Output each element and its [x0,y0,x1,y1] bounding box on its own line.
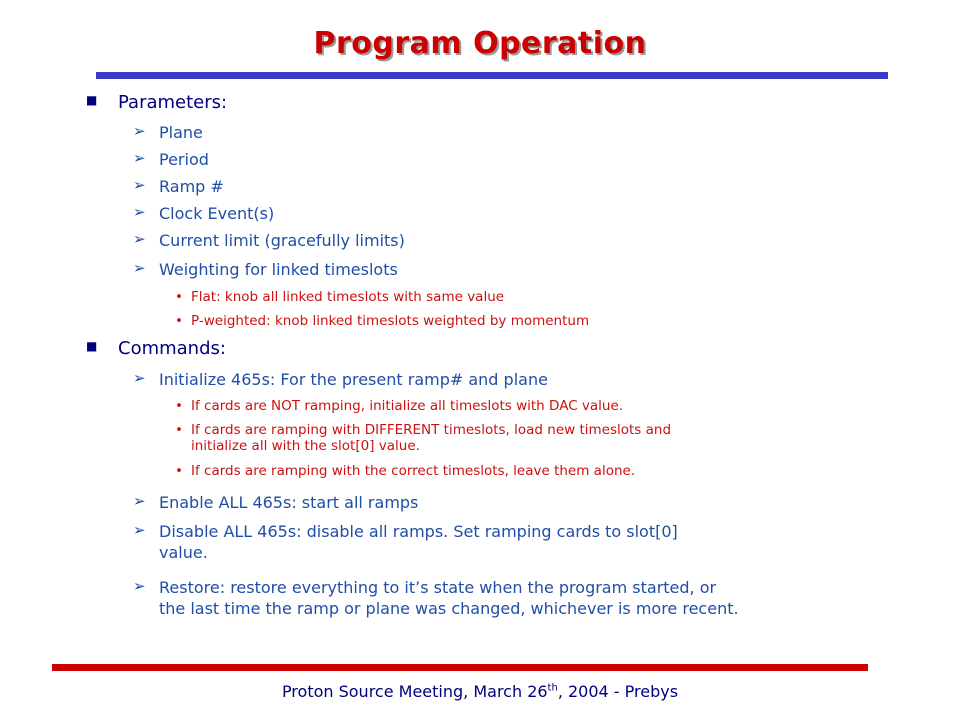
dot-bullet-icon: • [175,398,183,414]
arrowhead-bullet-icon: ➢ [133,122,146,140]
arrowhead-bullet-icon: ➢ [133,521,146,539]
square-bullet-icon: ■ [86,93,98,107]
dot-bullet-icon: • [175,289,183,305]
dot-bullet-icon: • [175,313,183,329]
arrowhead-bullet-icon: ➢ [133,369,146,387]
arrowhead-bullet-icon: ➢ [133,203,146,221]
slide-footer: Proton Source Meeting, March 26th, 2004 - Prebys [281,682,679,701]
arrowhead-bullet-icon: ➢ [133,149,146,167]
dot-bullet-icon: • [175,463,183,479]
arrowhead-bullet-icon: ➢ [133,577,146,595]
square-bullet-icon: ■ [86,339,98,353]
slide-title: Program Operation [313,26,647,61]
footer-divider [52,664,868,671]
arrowhead-bullet-icon: ➢ [133,492,146,510]
slide-content: ■ Parameters: ➢ Plane ➢ Period ➢ Ramp # ➢ Clock Event(s) ➢ Current limit (gracefully limits) ➢ Weighting for linked timeslots • Flat: knob all linked timeslots with same value • P-weighted: knob linked timeslots weighted by momentum ■ Commands: ➢ Initialize 465s: For the present ramp# and plane • If cards are NOT ramping, initialize all timeslots with DAC value. • If cards are ramping with DIFFERENT timeslots, load new timeslots and initialize all with the slot[0] value. • If cards are ramping with the correct timeslots, leave them alone. ➢ Enable ALL 465s: start all ramps ➢ Disable ALL 465s: disable all ramps. Set ramping cards to slot[0] value. ➢ Restore: restore everything to it’s state when the program started, or the last time the ramp or plane was changed, whichever is more recent. [86,92,739,618]
arrowhead-bullet-icon: ➢ [133,230,146,248]
arrowhead-bullet-icon: ➢ [133,176,146,194]
dot-bullet-icon: • [175,422,183,438]
arrowhead-bullet-icon: ➢ [133,259,146,277]
